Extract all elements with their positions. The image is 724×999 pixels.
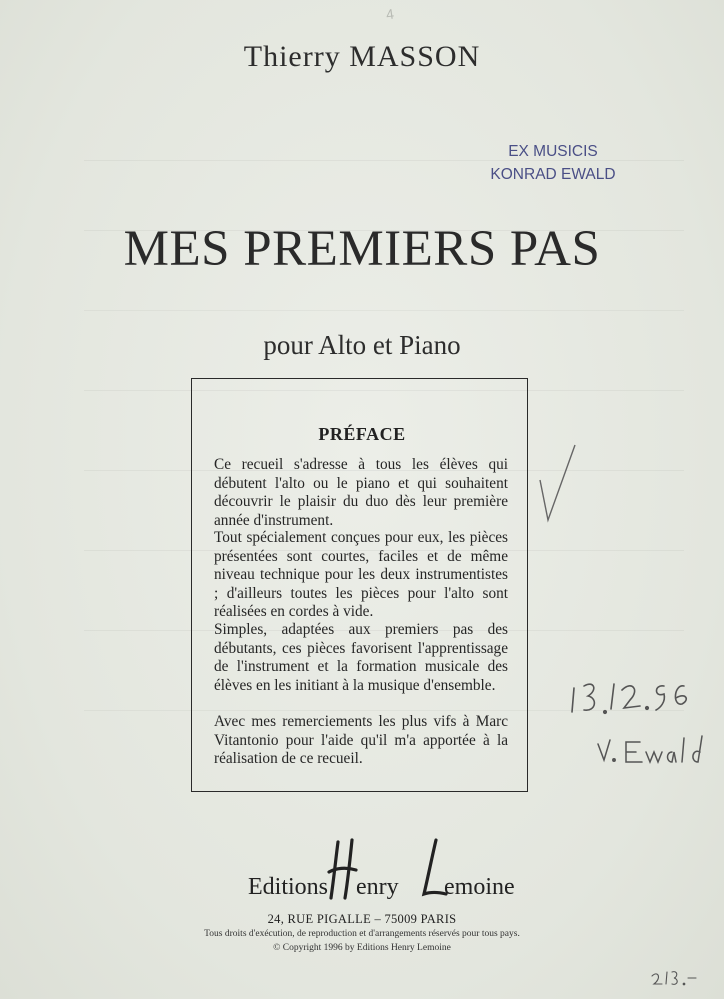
work-title: MES PREMIERS PAS	[123, 221, 601, 277]
svg-text:Editions: Editions	[248, 874, 329, 900]
stamp-line-1: EX MUSICIS	[508, 143, 598, 160]
handwritten-date	[572, 684, 686, 713]
svg-text:enry: enry	[356, 874, 399, 900]
preface-heading: PRÉFACE	[318, 424, 406, 444]
rights-notice: Tous droits d'exécution, de reproduction et d'arrangements réservés pour tous pays.	[204, 929, 520, 939]
preface-paragraph: Tout spécialement conçues pour eux, les pièces présentées sont courtes, faciles et de même niveau technique pour les deux instrumentistes ; d'ailleurs toutes les pièces pour l'alto sont réalisées en cordes à vide.	[214, 529, 508, 620]
instrumentation-subtitle: pour Alto et Piano	[263, 330, 461, 360]
svg-text:emoine: emoine	[444, 874, 515, 900]
handwritten-price	[652, 972, 696, 985]
pencil-check-mark	[540, 445, 575, 520]
preface-paragraph: Ce recueil s'adresse à tous les élèves qui débutent l'alto ou le piano et qui souhaitent découvrir le plaisir du duo dès leur première année d'instrument.	[214, 456, 508, 529]
preface-paragraph: Simples, adaptées aux premiers pas des débutants, ces pièces favorisent l'apprentissage de l'instrument et la formation musicale des élèves en les initiant à la musique d'ensemble.	[214, 621, 508, 694]
stamp-line-2: KONRAD EWALD	[490, 166, 616, 183]
preface-paragraph: Avec mes remerciements les plus vifs à Marc Vitantonio pour l'aide qu'il m'a apportée à la réalisation de ce recueil.	[214, 713, 508, 767]
copyright-notice: © Copyright 1996 by Editions Henry Lemoine	[273, 943, 451, 953]
handwritten-signature	[598, 736, 702, 762]
publisher-address: 24, RUE PIGALLE – 75009 PARIS	[267, 912, 457, 926]
composer-name: Thierry MASSON	[243, 40, 481, 73]
pencil-corner-mark: 4	[384, 5, 395, 23]
